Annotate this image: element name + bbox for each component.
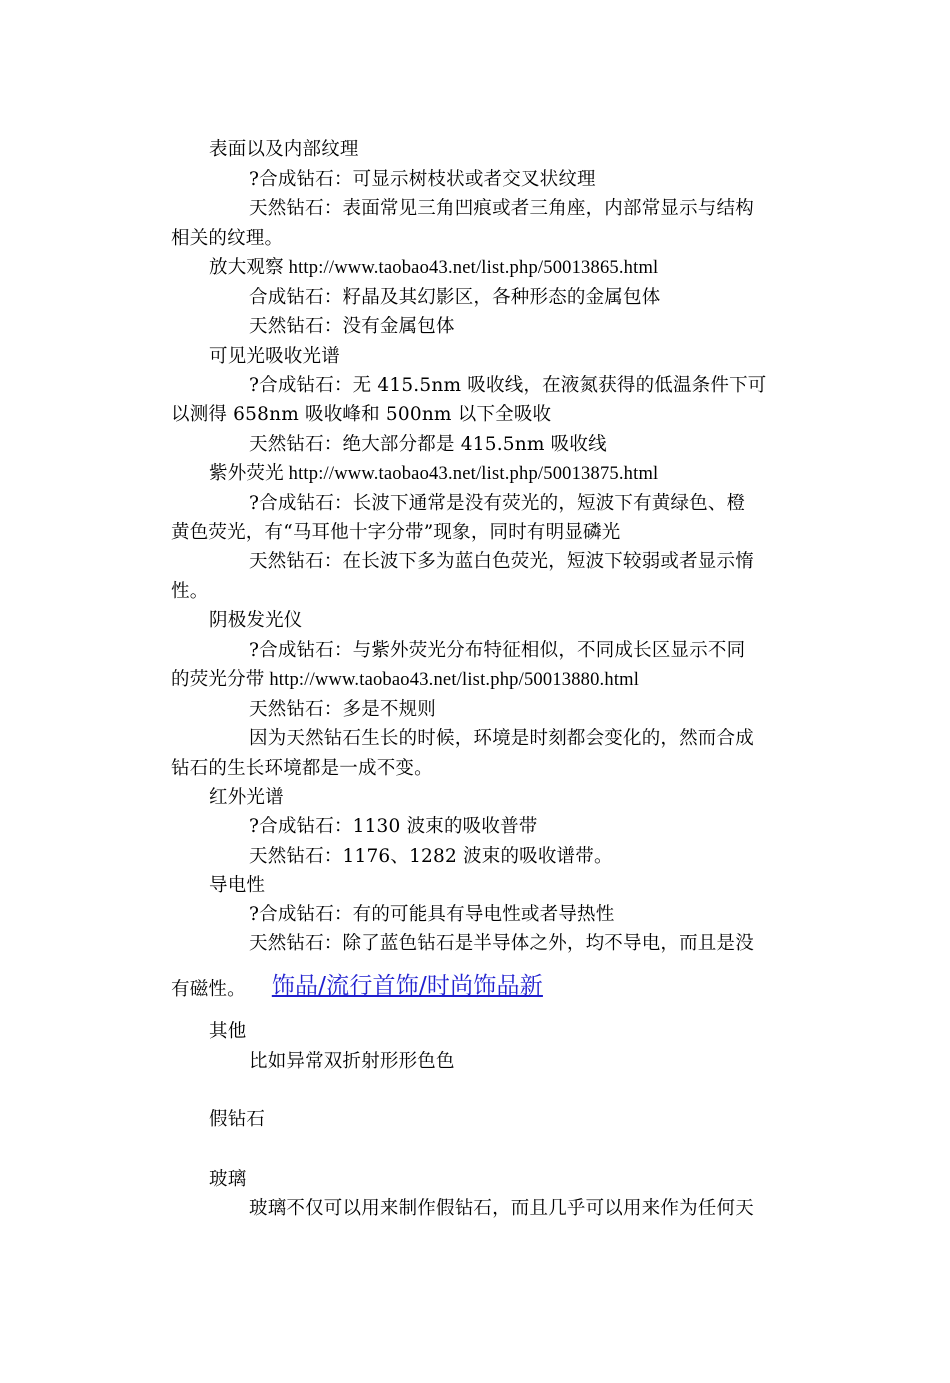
text-line: ?合成钻石：有的可能具有导电性或者导热性 [249, 904, 615, 925]
text-line: 钻石的生长环境都是一成不变。 [171, 758, 433, 779]
text-line: 玻璃不仅可以用来制作假钻石，而且几乎可以用来作为任何天 [249, 1198, 754, 1219]
text-line: 天然钻石：绝大部分都是 415.5nm 吸收线 [249, 434, 607, 455]
text-line: 天然钻石：多是不规则 [249, 699, 437, 720]
section-heading-fake-diamond: 假钻石 [209, 1109, 266, 1130]
text-line: 天然钻石：除了蓝色钻石是半导体之外，均不导电，而且是没 [249, 933, 754, 954]
text-fragment: 有磁性。 [171, 979, 246, 1000]
text-line: 相关的纹理。 [171, 228, 284, 249]
text-line: 天然钻石：没有金属包体 [249, 316, 455, 337]
text-line: 性。 [171, 581, 209, 602]
section-heading-cathodoluminescence: 阴极发光仪 [209, 610, 303, 631]
text-line: 合成钻石：籽晶及其幻影区，各种形态的金属包体 [249, 287, 661, 308]
section-heading-other: 其他 [209, 1021, 247, 1042]
section-heading-visible-spectrum: 可见光吸收光谱 [209, 346, 340, 367]
section-heading-conductivity: 导电性 [209, 875, 266, 896]
text-line: 黄色荧光，有“马耳他十字分带”现象，同时有明显磷光 [171, 522, 621, 543]
text-line: 的荧光分带 http://www.taobao43.net/list.php/50013880.html [171, 670, 640, 690]
text-line: 比如异常双折射形形色色 [249, 1051, 455, 1072]
text-line: ?合成钻石：长波下通常是没有荧光的，短波下有黄绿色、橙 [249, 493, 746, 514]
section-heading-glass: 玻璃 [209, 1169, 247, 1190]
text-line: ?合成钻石：与紫外荧光分布特征相似，不同成长区显示不同 [249, 640, 746, 661]
text-line: 天然钻石：在长波下多为蓝白色荧光，短波下较弱或者显示惰 [249, 551, 754, 572]
text-line: 以测得 658nm 吸收峰和 500nm 以下全吸收 [171, 404, 552, 425]
section-heading-infrared: 红外光谱 [209, 787, 284, 808]
text-line: 天然钻石：表面常见三角凹痕或者三角座，内部常显示与结构 [249, 198, 754, 219]
text-line: ?合成钻石：可显示树枝状或者交叉状纹理 [249, 169, 596, 190]
text-line: 天然钻石：1176、1282 波束的吸收谱带。 [249, 846, 613, 867]
jewelry-category-link[interactable]: 饰品/流行首饰/时尚饰品新 [271, 973, 543, 999]
text-line: 因为天然钻石生长的时候，环境是时刻都会变化的，然而合成 [249, 728, 754, 749]
section-heading-texture: 表面以及内部纹理 [209, 139, 359, 160]
section-heading-uv-fluorescence: 紫外荧光 http://www.taobao43.net/list.php/50013875.html [209, 464, 659, 484]
section-heading-magnification: 放大观察 http://www.taobao43.net/list.php/50013865.html [209, 258, 659, 278]
text-line: ?合成钻石：无 415.5nm 吸收线，在液氮获得的低温条件下可 [249, 375, 767, 396]
text-line: ?合成钻石：1130 波束的吸收普带 [249, 816, 538, 837]
text-line-with-link [171, 973, 543, 1002]
